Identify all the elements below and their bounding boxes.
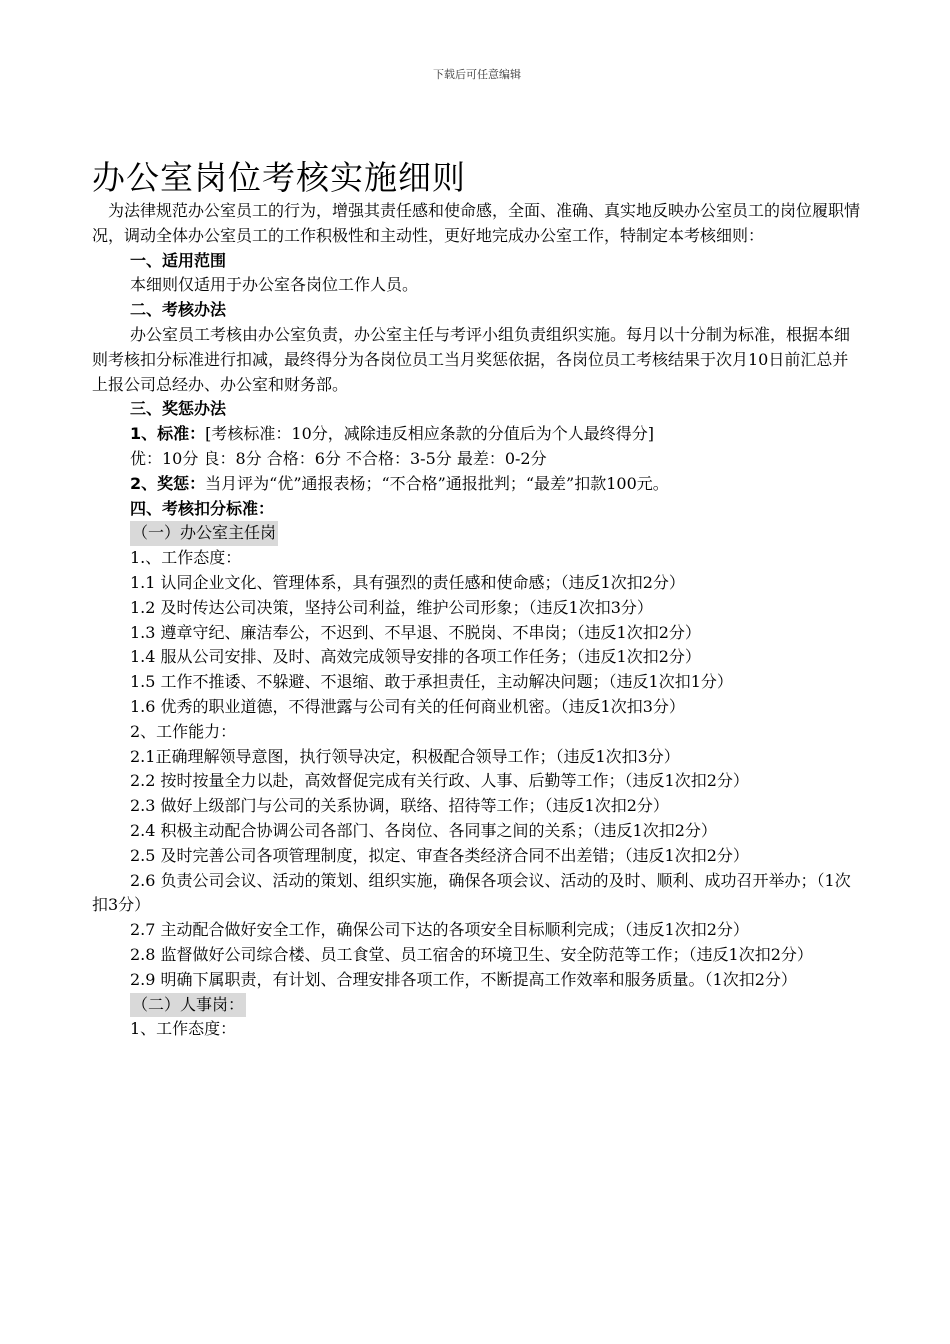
- section-2-heading: 二、考核办法: [130, 300, 227, 320]
- section-1-text: 本细则仅适用于办公室各岗位工作人员。: [130, 275, 419, 295]
- subsection-2-title: （二）人事岗：: [130, 993, 246, 1018]
- section-2-text: 办公室员工考核由办公室负责，办公室主任与考评小组负责组织实施。每月以十分制为标准，根据本细则考核扣分标准进行扣减，最终得分为各岗位员工当月奖惩依据，各岗位员工考核结果于次月10日前汇总并上报公司总经办、办公室和财务部。: [92, 324, 851, 394]
- reward-line: [92, 472, 862, 497]
- header-note: 下载后可任意编辑: [433, 68, 521, 81]
- document-body: [92, 199, 862, 1042]
- list-item: 2.3 做好上级部门与公司的关系协调，联络、招待等工作；（违反1次扣2分）: [130, 796, 669, 816]
- section-3-heading: 三、奖惩办法: [130, 399, 227, 419]
- sub1-group1-title: 1.、工作态度：: [130, 548, 242, 568]
- grades-line: 优：10分 良：8分 合格：6分 不合格：3-5分 最差：0-2分: [130, 448, 547, 468]
- reward-label: 2、奖惩：: [130, 473, 206, 493]
- sub2-group1-title: 1、工作态度：: [130, 1019, 237, 1039]
- sub1-group2-title: 2、工作能力：: [130, 721, 237, 741]
- section-4-heading: 四、考核扣分标准：: [130, 498, 275, 518]
- document-title: 办公室岗位考核实施细则: [92, 158, 466, 198]
- list-item: 1.4 服从公司安排、及时、高效完成领导安排的各项工作任务；（违反1次扣2分）: [130, 647, 701, 667]
- standard-text: [考核标准：10分，减除违反相应条款的分值后为个人最终得分]: [205, 424, 654, 444]
- list-item: 2.1正确理解领导意图，执行领导决定，积极配合领导工作；（违反1次扣3分）: [130, 746, 680, 766]
- standard-line: [92, 422, 862, 447]
- section-1-heading: 一、适用范围: [130, 250, 227, 270]
- subsection-2-line: [92, 993, 862, 1018]
- list-item: 1.3 遵章守纪、廉洁奉公，不迟到、不早退、不脱岗、不串岗；（违反1次扣2分）: [130, 622, 701, 642]
- list-item: 2.8 监督做好公司综合楼、员工食堂、员工宿舍的环境卫生、安全防范等工作；（违反1次扣2分）: [130, 944, 813, 964]
- list-item: 2.2 按时按量全力以赴，高效督促完成有关行政、人事、后勤等工作；（违反1次扣2分）: [130, 771, 749, 791]
- subsection-1-line: [92, 521, 862, 546]
- list-item: 1.6 优秀的职业道德，不得泄露与公司有关的任何商业机密。（违反1次扣3分）: [130, 696, 685, 716]
- list-item: 2.5 及时完善公司各项管理制度，拟定、审查各类经济合同不出差错；（违反1次扣2分）: [130, 845, 749, 865]
- intro-paragraph: 为法律规范办公室员工的行为，增强其责任感和使命感，全面、准确、真实地反映办公室员工的岗位履职情况，调动全体办公室员工的工作积极性和主动性，更好地完成办公室工作，特制定本考核细则：: [92, 201, 861, 245]
- list-item: 2.9 明确下属职责，有计划、合理安排各项工作，不断提高工作效率和服务质量。（1次扣2分）: [130, 969, 797, 989]
- list-item: 1.5 工作不推诿、不躲避、不退缩、敢于承担责任，主动解决问题；（违反1次扣1分）: [130, 672, 733, 692]
- list-item: 2.6 负责公司会议、活动的策划、组织实施，确保各项会议、活动的及时、顺利、成功召开举办；（1次扣3分）: [92, 870, 851, 915]
- reward-text: 当月评为“优”通报表杨；“不合格”通报批判；“最差”扣款100元。: [205, 473, 669, 493]
- list-item: 2.4 积极主动配合协调公司各部门、各岗位、各同事之间的关系；（违反1次扣2分）: [130, 820, 717, 840]
- standard-label: 1、标准：: [130, 424, 206, 444]
- list-item: 2.7 主动配合做好安全工作，确保公司下达的各项安全目标顺利完成；（违反1次扣2分）: [130, 920, 749, 940]
- subsection-1-title: （一）办公室主任岗: [130, 521, 278, 546]
- list-item: 1.2 及时传达公司决策，坚持公司利益，维护公司形象；（违反1次扣3分）: [130, 597, 653, 617]
- list-item: 1.1 认同企业文化、管理体系，具有强烈的责任感和使命感；（违反1次扣2分）: [130, 572, 685, 592]
